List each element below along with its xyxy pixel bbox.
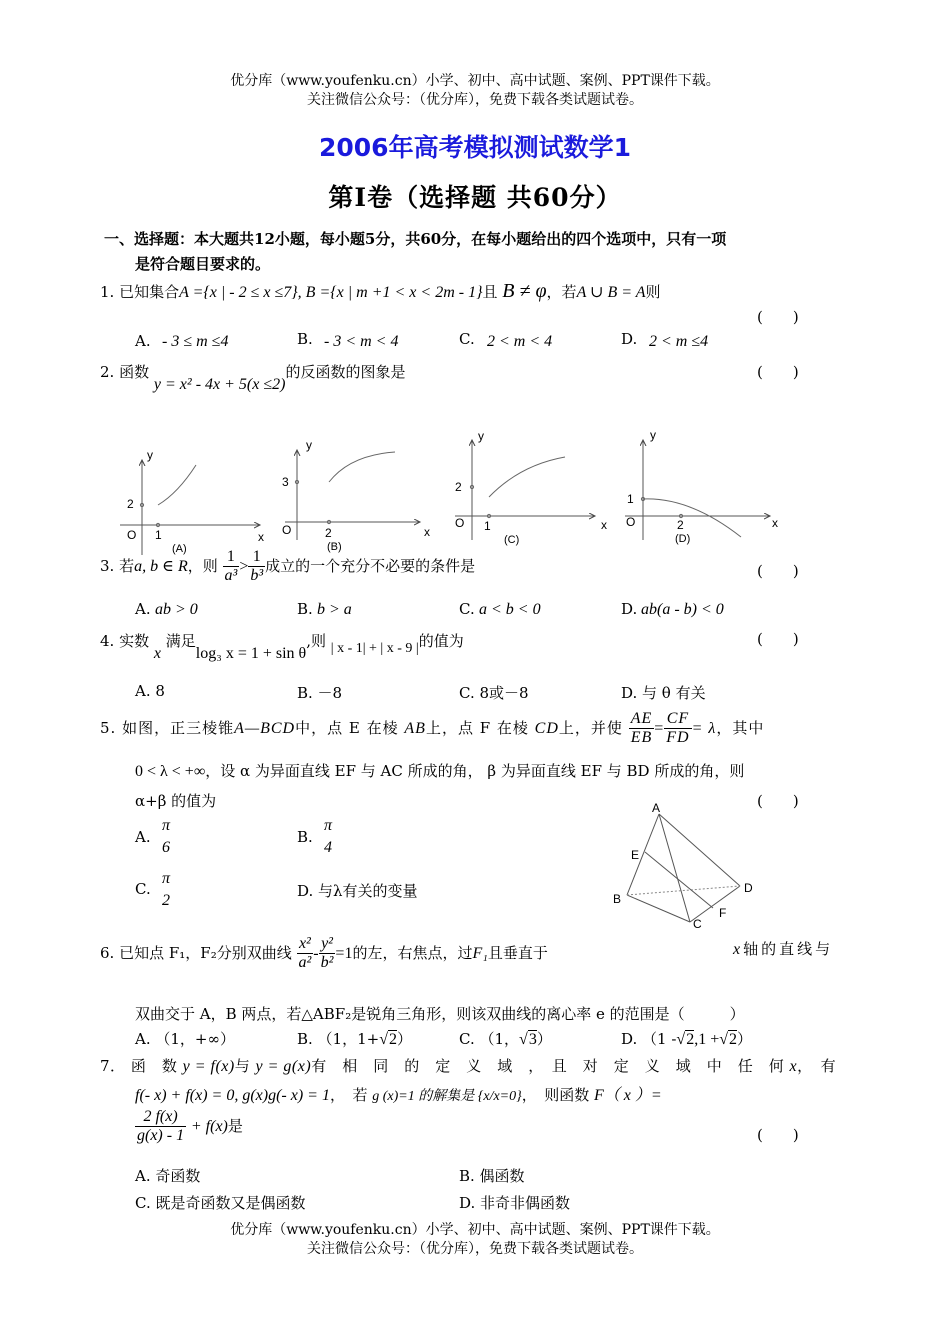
q1-text-c: ，若	[546, 283, 577, 301]
question-7-line-3	[135, 1108, 243, 1146]
q7-text-g: 是	[227, 1116, 243, 1135]
q5-option-c-den: 2	[162, 891, 170, 909]
q2-answer-blank: ( )	[757, 363, 799, 381]
q4-option-d: D. 与 θ 有关	[621, 684, 706, 702]
q1-option-d-value: 2 < m ≤4	[649, 333, 709, 350]
q5-option-c-num: π	[162, 870, 171, 887]
page-title: 2006年高考模拟测试数学1	[319, 133, 631, 162]
q5-equals-lambda: = λ	[691, 719, 717, 737]
q7-answer-blank: ( )	[757, 1126, 799, 1144]
q7-x-var: x	[789, 1058, 798, 1075]
q3-fraction-1-den: a³	[224, 567, 238, 585]
q5-option-d: D. 与λ有关的变量	[297, 882, 418, 900]
q5-number: 5.	[100, 718, 117, 737]
q4-text-a: 实数	[119, 632, 150, 650]
q5-option-b-label: B.	[297, 828, 313, 846]
q6-option-b: B. （1，1+√2）	[297, 1030, 413, 1048]
q3-option-b-value: b > a	[317, 601, 352, 618]
q5-option-a-num: π	[162, 817, 171, 834]
q7-option-a: A. 奇函数	[135, 1167, 201, 1185]
graph-a-y-label: y	[147, 448, 153, 462]
q5-pyramid: A—BCD	[234, 719, 296, 737]
graph-b-y-label: y	[306, 438, 312, 452]
q5-option-c-value	[160, 868, 172, 911]
q1-condition: B ≠ φ	[502, 280, 547, 302]
q6-minus: -	[313, 944, 319, 962]
q6-option-c-close: ）	[536, 1030, 552, 1048]
q1-option-c-label: C.	[459, 330, 475, 348]
q1-option-b-value: - 3 < m < 4	[324, 333, 399, 350]
q6-option-a: A. （1，+∞）	[135, 1030, 235, 1048]
graph-b-x-label: x	[424, 525, 430, 539]
q2-text-a: 函数	[119, 363, 150, 381]
graph-a-origin: O	[127, 528, 137, 542]
question-4	[100, 630, 464, 662]
q6-option-c-text: C. （1，	[459, 1030, 520, 1048]
q6-fy-den: b²	[320, 954, 334, 972]
q1-set-expression: A ={x | - 2 ≤ x ≤7}, B ={x | m +1 < x < 2m - 1}	[179, 284, 483, 301]
q1-text-b: 且	[482, 283, 498, 301]
q3-answer-blank: ( )	[757, 562, 799, 580]
graph-b-label: (B)	[327, 541, 342, 553]
q5-text-e: ，其中	[716, 718, 765, 737]
header-line-2: 关注微信公众号：（优分库），免费下载各类试题试卷。	[307, 92, 643, 108]
graph-c-y-tick: 2	[455, 480, 462, 494]
q7-function-g: y = g(x)	[255, 1058, 312, 1075]
header-line-1: 优分库（www.youfenku.cn）小学、初中、高中试题、案例、PPT课件下载。	[230, 73, 720, 89]
graph-c	[455, 429, 607, 546]
q4-text-c: ,则	[306, 632, 326, 650]
graph-a-y-tick: 2	[127, 497, 134, 511]
q7-fraction-den: g(x) - 1	[137, 1127, 185, 1145]
q5-edge-ab: AB	[404, 719, 426, 737]
q5-option-b-value	[322, 815, 334, 858]
q5-f1-num: AE	[629, 710, 655, 729]
q6-option-d-text: D. （1 -	[621, 1030, 677, 1048]
q5-range: 0 < λ < +∞	[135, 763, 206, 780]
section-heading-line-2: 是符合题目要求的。	[135, 255, 271, 273]
q5-option-b-den: 4	[324, 838, 332, 856]
question-7-line-2	[135, 1082, 662, 1105]
q7-plus-f: + f(x)	[190, 1117, 228, 1135]
graph-c-label: (C)	[504, 534, 520, 546]
q5-line-3: α+β 的值为	[135, 792, 217, 810]
q5-text-f: ，设 α 为异面直线 EF 与 AC 所成的角， β 为异面直线 EF 与 BD 所成的角，则	[205, 762, 745, 780]
q6-fy-num: y²	[319, 935, 336, 954]
graph-a-x-label: x	[258, 530, 264, 544]
q3-fraction-2-den: b³	[250, 567, 264, 585]
q7-number: 7．	[100, 1057, 126, 1075]
q5-pyramid-figure	[605, 800, 775, 935]
graph-b	[282, 438, 430, 553]
q1-answer-blank: ( )	[757, 308, 799, 326]
q1-condition-2: A ∪ B = A	[576, 284, 646, 301]
footer-line-1: 优分库（www.youfenku.cn）小学、初中、高中试题、案例、PPT课件下载。	[230, 1222, 720, 1238]
graph-c-y-label: y	[478, 429, 484, 443]
q5-figure-label-f: F	[719, 906, 727, 920]
graph-d-origin: O	[626, 515, 636, 529]
q4-text-d: 的值为	[418, 632, 464, 650]
q1-number: 1.	[100, 283, 115, 301]
q2-text-b: 的反函数的图象是	[285, 363, 406, 381]
q3-greater-than: >	[239, 557, 249, 575]
q7-function-f: y = f(x)	[182, 1058, 235, 1075]
q5-edge-cd: CD	[534, 719, 559, 737]
q7-condition: f(- x) + f(x) = 0, g(x)g(- x) = 1	[135, 1087, 330, 1104]
q4-equation: log₃ x = 1 + sin θ	[195, 645, 307, 662]
q7-text-a: 函 数	[130, 1057, 178, 1075]
q5-figure-label-d: D	[744, 881, 753, 895]
q3-fraction-1-num: 1	[223, 548, 240, 567]
q6-text-d: 轴的直线与	[743, 940, 834, 958]
q5-figure-label-b: B	[613, 892, 622, 906]
q1-option-d-label: D.	[621, 330, 638, 348]
q3-text-b: ，则	[187, 556, 218, 575]
q6-option-d-mid: ,1 +	[694, 1031, 720, 1048]
q3-option-d-value: ab(a - b) < 0	[641, 601, 724, 618]
q6-option-b-close: ）	[397, 1030, 413, 1048]
q6-fraction-y	[319, 935, 336, 973]
q7-solution-set: g (x)=1 的解集是 {x/x=0}	[372, 1089, 522, 1104]
q6-focus-f1: F₁	[472, 944, 488, 962]
q6-number: 6.	[100, 943, 115, 962]
q3-fraction-2-num: 1	[248, 548, 265, 567]
q2-graphs	[110, 425, 810, 560]
q7-text-d: ， 有	[797, 1057, 837, 1075]
q3-text-a: 若	[119, 556, 135, 575]
q3-condition: a, b ∈ R	[134, 557, 188, 575]
q4-text-b: 满足	[165, 632, 196, 650]
q6-fx-num: x²	[297, 935, 314, 954]
q7-option-d: D. 非奇非偶函数	[459, 1194, 571, 1212]
question-1	[100, 280, 661, 303]
q6-option-c-radicand: 3	[528, 1031, 537, 1048]
q5-answer-blank: ( )	[757, 792, 799, 810]
q4-answer-blank: ( )	[757, 630, 799, 648]
q5-option-a-label: A.	[135, 828, 151, 846]
q5-option-b-num: π	[324, 817, 333, 834]
graph-c-x-tick: 1	[484, 519, 491, 533]
q6-option-b-text: B. （1，1+	[297, 1030, 380, 1048]
page-subtitle: 第Ⅰ卷（选择题 共60分）	[328, 183, 622, 212]
q5-text-a: 如图，正三棱锥	[122, 718, 235, 737]
graph-b-x-tick: 2	[325, 526, 332, 540]
q3-option-b-label: B.	[297, 600, 313, 618]
q1-option-a-label: A.	[135, 332, 151, 350]
q6-x-axis: x	[733, 941, 744, 958]
q5-text-c: 上，点 F 在棱	[425, 718, 529, 737]
q3-fraction-2	[248, 548, 265, 586]
q6-fraction-x	[297, 935, 314, 973]
graph-a-label: (A)	[172, 543, 187, 555]
q6-text-c: 且垂直于	[487, 943, 548, 962]
question-6-line-1	[100, 935, 548, 973]
graph-d-y-label: y	[650, 428, 656, 442]
q7-fraction	[135, 1108, 186, 1146]
q5-f2-num: CF	[664, 710, 691, 729]
q7-function-big-f: F（ x ）=	[594, 1087, 662, 1104]
q1-option-a-value: - 3 ≤ m ≤4	[162, 333, 229, 350]
graph-d-x-tick: 2	[677, 518, 684, 532]
graph-b-y-tick: 3	[282, 475, 289, 489]
q3-text-c: 成立的一个充分不必要的条件是	[265, 556, 476, 575]
q1-option-c-value: 2 < m < 4	[487, 333, 553, 350]
question-2	[100, 361, 406, 393]
q6-option-b-radicand: 2	[389, 1031, 397, 1048]
q4-variable: x	[153, 645, 161, 662]
q7-text-e: ， 若	[329, 1086, 368, 1104]
q6-option-d: D. （1 -√2,1 +√2）	[621, 1030, 753, 1048]
q5-equals-1: =	[654, 719, 665, 737]
q5-fraction-cf-fd	[664, 710, 691, 748]
q3-option-a-value: ab > 0	[155, 601, 198, 618]
q3-fraction-1	[223, 548, 240, 586]
q4-option-b: B. －8	[297, 684, 343, 702]
q2-number: 2.	[100, 363, 115, 381]
q6-line-2: 双曲交于 A，B 两点，若△ABF₂是锐角三角形，则该双曲线的离心率 e 的范围是（ ）	[135, 1005, 745, 1023]
graph-b-origin: O	[282, 523, 292, 537]
question-7-line-1	[100, 1055, 836, 1076]
q5-f2-den: FD	[666, 729, 690, 747]
q5-f1-den: EB	[630, 729, 653, 747]
q5-option-c-label: C.	[135, 880, 151, 898]
graph-d-y-tick: 1	[627, 492, 634, 506]
q1-text-d: 则	[645, 283, 661, 301]
q6-option-d-radicand-1: 2	[686, 1031, 695, 1048]
q6-option-d-radicand-2: 2	[729, 1031, 738, 1048]
q1-option-b-label: B.	[297, 330, 313, 348]
question-5-line-2	[135, 760, 744, 781]
graph-d	[625, 428, 778, 545]
q6-option-d-close: ）	[737, 1030, 753, 1048]
q3-option-a-label: A.	[135, 600, 151, 618]
graph-a-x-tick: 1	[155, 528, 162, 542]
q7-option-b: B. 偶函数	[459, 1167, 525, 1185]
question-5-line-1	[100, 710, 764, 748]
graph-d-label: (D)	[675, 533, 691, 545]
question-3	[100, 548, 475, 586]
q6-equals-one: =1	[335, 944, 353, 962]
q5-figure-label-a: A	[652, 801, 661, 815]
q4-option-a: A. 8	[135, 682, 165, 700]
q5-option-a-den: 6	[162, 838, 170, 856]
q7-fraction-num: 2 f(x)	[135, 1108, 186, 1127]
q6-text-a: 已知点 F₁，F₂分别双曲线	[119, 943, 292, 962]
q2-function: y = x² - 4x + 5(x ≤2)	[153, 376, 286, 393]
q5-option-a-value	[160, 815, 172, 858]
q6-text-b: 的左，右焦点，过	[352, 943, 473, 962]
q6-line-1-end	[733, 938, 833, 959]
q7-text-b: 与	[234, 1057, 251, 1075]
q7-text-c: 有 相 同 的 定 义 域 ， 且 对 定 义 域 中 任 何	[311, 1057, 785, 1075]
q6-option-c: C. （1，√3）	[459, 1030, 552, 1048]
q7-text-f: ， 则函数	[521, 1086, 590, 1104]
q4-expression: | x - 1| + | x - 9 |	[330, 641, 419, 656]
q4-number: 4.	[100, 632, 115, 650]
graph-a	[120, 448, 264, 555]
q5-figure-label-e: E	[631, 848, 640, 862]
q5-fraction-ae-eb	[629, 710, 655, 748]
q3-number: 3.	[100, 556, 115, 575]
q7-option-c: C. 既是奇函数又是偶函数	[135, 1194, 306, 1212]
q5-figure-label-c: C	[693, 917, 702, 931]
graph-d-x-label: x	[772, 516, 778, 530]
section-heading-line-1: 一、选择题：本大题共12小题，每小题5分，共60分，在每小题给出的四个选项中，只有一项	[104, 230, 727, 248]
graph-c-origin: O	[455, 516, 465, 530]
q3-option-c-label: C.	[459, 600, 475, 618]
graph-c-x-label: x	[601, 518, 607, 532]
q4-option-c: C. 8或－8	[459, 684, 529, 702]
q5-text-d: 上，并使	[558, 718, 623, 737]
q6-fx-den: a²	[298, 954, 312, 972]
q5-text-b: 中，点 E 在棱	[295, 718, 399, 737]
footer-line-2: 关注微信公众号：（优分库），免费下载各类试题试卷。	[307, 1241, 643, 1257]
q3-option-c-value: a < b < 0	[479, 601, 541, 618]
q3-option-d-label: D.	[621, 600, 638, 618]
q1-text-a: 已知集合	[119, 283, 180, 301]
